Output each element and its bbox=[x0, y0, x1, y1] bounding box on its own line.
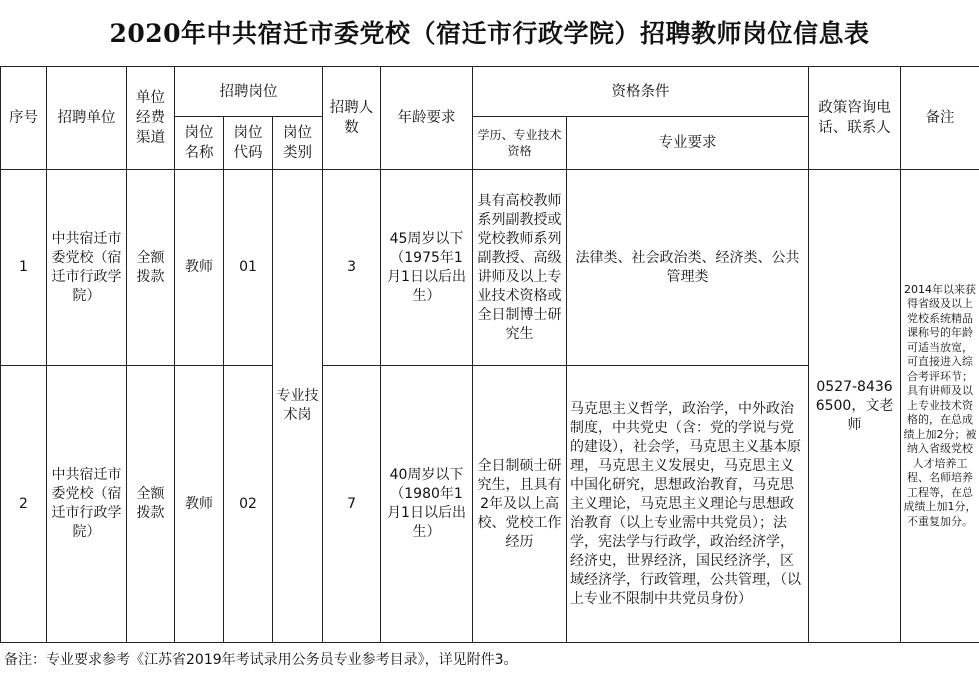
header-education: 学历、专业技术资格 bbox=[473, 117, 567, 170]
row-unit: 中共宿迁市委党校（宿迁市行政学院） bbox=[47, 170, 127, 366]
header-major: 专业要求 bbox=[567, 117, 809, 170]
header-position-group: 招聘岗位 bbox=[175, 67, 323, 117]
header-position-type: 岗位类别 bbox=[273, 117, 323, 170]
header-funding: 单位经费渠道 bbox=[127, 67, 175, 170]
row-count: 3 bbox=[323, 170, 381, 366]
row-seq: 1 bbox=[1, 170, 47, 366]
header-unit: 招聘单位 bbox=[47, 67, 127, 170]
header-row-1 bbox=[1, 67, 979, 117]
footnote: 备注：专业要求参考《江苏省2019年考试录用公务员专业参考目录》，详见附件3。 bbox=[4, 652, 518, 668]
row-funding: 全额拨款 bbox=[127, 170, 175, 366]
row-funding: 全额拨款 bbox=[127, 366, 175, 643]
row-education: 具有高校教师系列副教授或党校教师系列副教授、高级讲师及以上专业技术资格或全日制博士研究生 bbox=[473, 170, 567, 366]
header-count: 招聘人数 bbox=[323, 67, 381, 170]
row-major: 法律类、社会政治类、经济类、公共管理类 bbox=[567, 170, 809, 366]
row-age: 40周岁以下（1980年1月1日以后出生） bbox=[381, 366, 473, 643]
header-position-code: 岗位代码 bbox=[224, 117, 273, 170]
row-education: 全日制硕士研究生，且具有2年及以上高校、党校工作经历 bbox=[473, 366, 567, 643]
row-position-code: 01 bbox=[224, 170, 273, 366]
row-count: 7 bbox=[323, 366, 381, 643]
row-major: 马克思主义哲学，政治学，中外政治制度，中共党史（含：党的学说与党的建设），社会学，马克思主义基本原理，马克思主义发展史，马克思主义中国化研究，思想政治教育，马克思主义理论，马克思主义理论与思想政治教育（以上专业需中共党员）；法学，宪法学与行政学，政治经济学，经济史，世界经济，国民经济学，区域经济学，行政管理，公共管理，（以上专业不限制中共党员身份） bbox=[567, 366, 809, 643]
header-qualification-group: 资格条件 bbox=[473, 67, 809, 117]
row-unit: 中共宿迁市委党校（宿迁市行政学院） bbox=[47, 366, 127, 643]
page-title: 2020年中共宿迁市委党校（宿迁市行政学院）招聘教师岗位信息表 bbox=[109, 19, 870, 48]
row-position-name: 教师 bbox=[175, 170, 224, 366]
table-row bbox=[1, 170, 979, 366]
header-seq: 序号 bbox=[1, 67, 47, 170]
position-type-cell: 专业技术岗 bbox=[273, 170, 323, 643]
header-position-name: 岗位名称 bbox=[175, 117, 224, 170]
remark-cell: 2014年以来获得省级及以上党校系统精品课称号的年龄可适当放宽，可直接进入综合考评环节；具有讲师及以上专业技术资格的，在总成绩上加2分；被纳入省级党校人才培养工程、名师培养工程等，在总成绩上加1分，不重复加分。 bbox=[901, 170, 979, 643]
header-remark: 备注 bbox=[901, 67, 979, 170]
row-age: 45周岁以下（1975年1月1日以后出生） bbox=[381, 170, 473, 366]
row-position-code: 02 bbox=[224, 366, 273, 643]
recruitment-table bbox=[0, 66, 979, 643]
header-age: 年龄要求 bbox=[381, 67, 473, 170]
row-position-name: 教师 bbox=[175, 366, 224, 643]
header-contact: 政策咨询电话、联系人 bbox=[809, 67, 901, 170]
row-seq: 2 bbox=[1, 366, 47, 643]
contact-cell: 0527-84366500，文老师 bbox=[809, 170, 901, 643]
